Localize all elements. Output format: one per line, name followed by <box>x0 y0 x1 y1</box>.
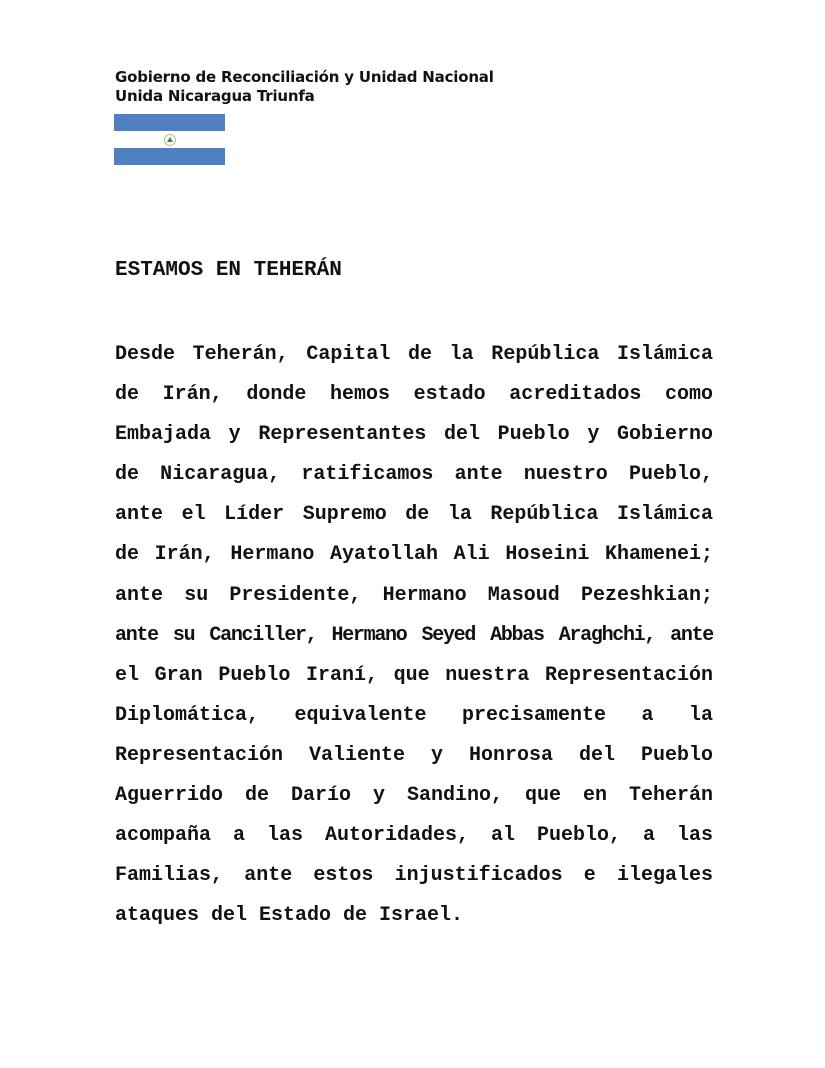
document-body <box>115 335 713 936</box>
flag-bottom-stripe <box>114 148 225 165</box>
body-line: de Irán, Hermano Ayatollah Ali Hoseini Khamenei; <box>115 543 713 567</box>
body-line: acompaña a las Autoridades, al Pueblo, a las <box>115 824 713 848</box>
body-line: ante su Presidente, Hermano Masoud Pezeshkian; <box>115 583 713 607</box>
body-line: Aguerrido de Darío y Sandino, que en Teherán <box>115 784 713 808</box>
flag-top-stripe <box>114 114 225 131</box>
body-line: de Nicaragua, ratificamos ante nuestro Pueblo, <box>115 463 713 487</box>
body-line: ante el Líder Supremo de la República Islámica <box>115 503 713 527</box>
body-line: Embajada y Representantes del Pueblo y Gobierno <box>115 423 713 447</box>
coat-of-arms-icon <box>164 134 176 146</box>
document-title: ESTAMOS EN TEHERÁN <box>115 259 342 282</box>
body-line: el Gran Pueblo Iraní, que nuestra Representación <box>115 663 713 687</box>
letterhead-government-name: Gobierno de Reconciliación y Unidad Nacional <box>115 68 494 86</box>
flag-middle-stripe <box>114 131 225 148</box>
nicaragua-flag-icon <box>114 114 225 165</box>
letterhead <box>115 68 494 106</box>
body-line: Representación Valiente y Honrosa del Pueblo <box>115 743 713 767</box>
body-line: de Irán, donde hemos estado acreditados como <box>115 383 713 407</box>
letterhead-slogan: Unida Nicaragua Triunfa <box>115 87 315 105</box>
body-line: Diplomática, equivalente precisamente a la <box>115 703 713 727</box>
body-line: ante su Canciller, Hermano Seyed Abbas Araghchi, ante <box>115 623 713 647</box>
body-line: ataques del Estado de Israel. <box>115 904 464 928</box>
body-line: Desde Teherán, Capital de la República Islámica <box>115 343 713 366</box>
body-line: Familias, ante estos injustificados e ilegales <box>115 864 713 888</box>
